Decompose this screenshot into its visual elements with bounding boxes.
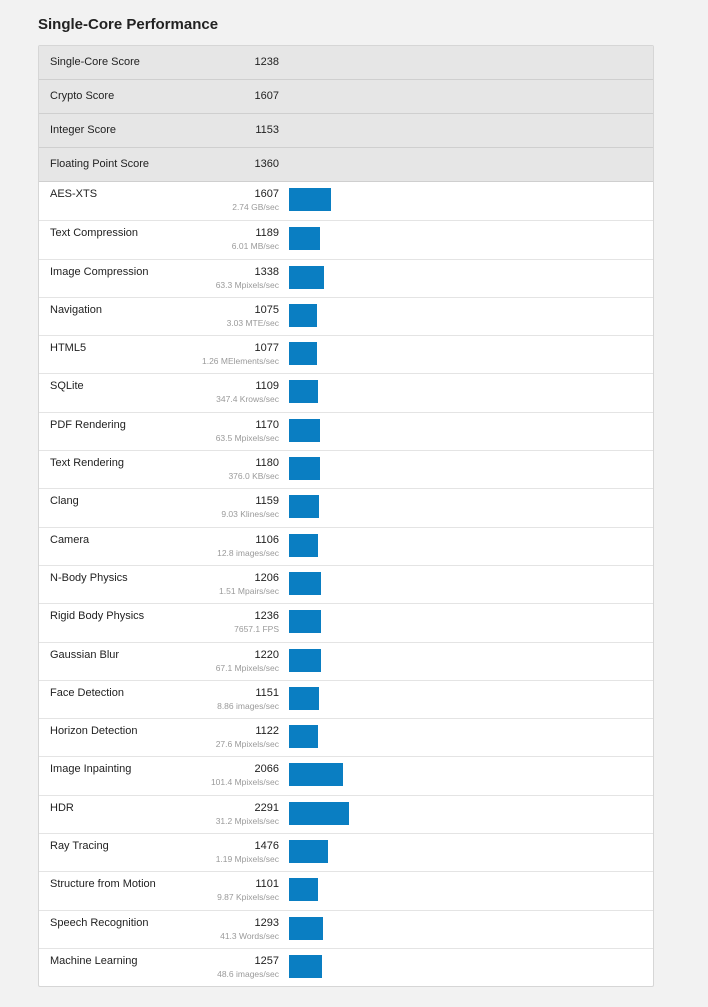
score-bar [289, 304, 317, 327]
score-bar [289, 878, 318, 901]
workload-score: 1257 [254, 954, 279, 967]
workload-name: Navigation [50, 303, 102, 316]
workload-score: 1170 [255, 418, 279, 431]
workload-row [39, 718, 653, 756]
workload-rate: 101.4 Mpixels/sec [210, 777, 279, 788]
workload-rate: 9.87 Kpixels/sec [217, 892, 279, 903]
results-table [38, 45, 654, 987]
score-bar [289, 457, 320, 480]
workload-row [39, 833, 653, 871]
workload-name: Gaussian Blur [50, 648, 120, 661]
score-bar [289, 840, 328, 863]
workload-rate: 48.6 images/sec [217, 968, 279, 979]
workload-score: 1206 [254, 571, 279, 584]
workload-score: 1189 [255, 227, 279, 240]
workload-score: 1077 [254, 342, 279, 355]
workload-name: Speech Recognition [50, 916, 149, 929]
workload-rate: 3.03 MTE/sec [226, 317, 279, 328]
workload-row [39, 948, 653, 986]
workload-score: 1122 [255, 725, 279, 738]
workload-row [39, 603, 653, 641]
workload-score: 1151 [255, 686, 279, 699]
workload-row [39, 642, 653, 680]
score-bar [289, 572, 321, 595]
workload-row [39, 220, 653, 258]
workload-row [39, 488, 653, 526]
workload-name: Clang [50, 495, 79, 508]
score-bar [289, 419, 320, 442]
score-bar [289, 649, 321, 672]
workload-score: 1075 [254, 303, 279, 316]
score-bar [289, 917, 323, 940]
summary-row [39, 148, 653, 182]
workload-row [39, 680, 653, 718]
workload-score: 1293 [254, 916, 279, 929]
workload-rate: 63.3 Mpixels/sec [215, 279, 279, 290]
score-bar [289, 534, 318, 557]
workload-rate: 41.3 Words/sec [220, 930, 279, 941]
summary-name: Single-Core Score [50, 56, 140, 68]
workload-name: Structure from Motion [50, 878, 156, 891]
workload-score: 1236 [254, 610, 279, 623]
workload-rate: 12.8 images/sec [217, 547, 279, 558]
workload-name: PDF Rendering [50, 418, 126, 431]
workload-row [39, 297, 653, 335]
workload-row [39, 795, 653, 833]
summary-name: Crypto Score [50, 90, 115, 102]
workload-row [39, 259, 653, 297]
workload-rate: 6.01 MB/sec [231, 241, 279, 252]
score-bar [289, 763, 343, 786]
summary-name: Floating Point Score [50, 158, 150, 170]
workload-rate: 7657.1 FPS [234, 624, 279, 635]
workload-name: Ray Tracing [50, 840, 109, 853]
workload-rate: 27.6 Mpixels/sec [215, 739, 279, 750]
score-bar [289, 495, 319, 518]
score-bar [289, 610, 321, 633]
workload-rate: 31.2 Mpixels/sec [215, 815, 279, 826]
workload-row [39, 910, 653, 948]
summary-name: Integer Score [50, 124, 117, 136]
score-bar [289, 380, 318, 403]
workload-rate: 63.5 Mpixels/sec [215, 432, 279, 443]
workload-rate: 8.86 images/sec [217, 700, 279, 711]
workload-rate: 9.03 Klines/sec [221, 509, 279, 520]
workload-score: 1476 [254, 840, 279, 853]
summary-score: 1153 [255, 124, 279, 136]
score-bar [289, 266, 324, 289]
workloads-section [39, 182, 653, 986]
workload-row [39, 565, 653, 603]
summary-row [39, 114, 653, 148]
workload-rate: 1.19 Mpixels/sec [215, 854, 279, 865]
workload-score: 1220 [254, 648, 279, 661]
workload-row [39, 412, 653, 450]
score-bar [289, 802, 349, 825]
summary-score: 1360 [254, 158, 279, 170]
workload-rate: 347.4 Krows/sec [216, 394, 279, 405]
workload-rate: 1.51 Mpairs/sec [219, 585, 279, 596]
workload-score: 1101 [255, 878, 279, 891]
workload-row [39, 450, 653, 488]
workload-score: 2066 [254, 763, 279, 776]
workload-rate: 2.74 GB/sec [232, 202, 279, 212]
workload-name: Image Inpainting [50, 763, 132, 776]
workload-row [39, 871, 653, 909]
score-bar [289, 687, 319, 710]
summary-row [39, 80, 653, 114]
score-bar [289, 955, 322, 978]
workload-name: N-Body Physics [50, 571, 128, 584]
workload-name: Rigid Body Physics [50, 610, 145, 623]
score-bar [289, 227, 320, 250]
workload-name: Image Compression [50, 265, 149, 278]
workload-rate: 67.1 Mpixels/sec [215, 662, 279, 673]
workload-score: 1338 [254, 265, 279, 278]
workload-name: HTML5 [50, 342, 87, 355]
workload-row [39, 373, 653, 411]
workload-score: 1180 [255, 457, 279, 470]
workload-score: 1106 [255, 533, 279, 546]
score-bar [289, 342, 317, 365]
workload-name: Machine Learning [50, 954, 138, 967]
summary-score: 1607 [254, 90, 279, 102]
workload-name: SQLite [50, 380, 84, 393]
workload-score: 1159 [255, 495, 279, 508]
summary-score: 1238 [254, 56, 279, 68]
summary-row [39, 46, 653, 80]
workload-score: 1607 [254, 188, 279, 200]
workload-name: Horizon Detection [50, 725, 138, 738]
workload-row [39, 182, 653, 220]
workload-row [39, 527, 653, 565]
workload-name: Face Detection [50, 686, 124, 699]
score-bar [289, 725, 318, 748]
workload-row [39, 756, 653, 794]
workload-name: Camera [50, 533, 90, 546]
workload-name: AES-XTS [50, 188, 98, 200]
workload-name: Text Rendering [50, 457, 124, 470]
workload-name: Text Compression [50, 227, 139, 240]
workload-row [39, 335, 653, 373]
page-title: Single-Core Performance [38, 16, 219, 33]
workload-name: HDR [50, 801, 74, 814]
workload-score: 2291 [254, 801, 279, 814]
workload-score: 1109 [255, 380, 279, 393]
workload-rate: 1.26 MElements/sec [201, 356, 279, 367]
workload-rate: 376.0 KB/sec [228, 471, 279, 482]
score-bar [289, 188, 331, 211]
summary-section [39, 46, 653, 182]
